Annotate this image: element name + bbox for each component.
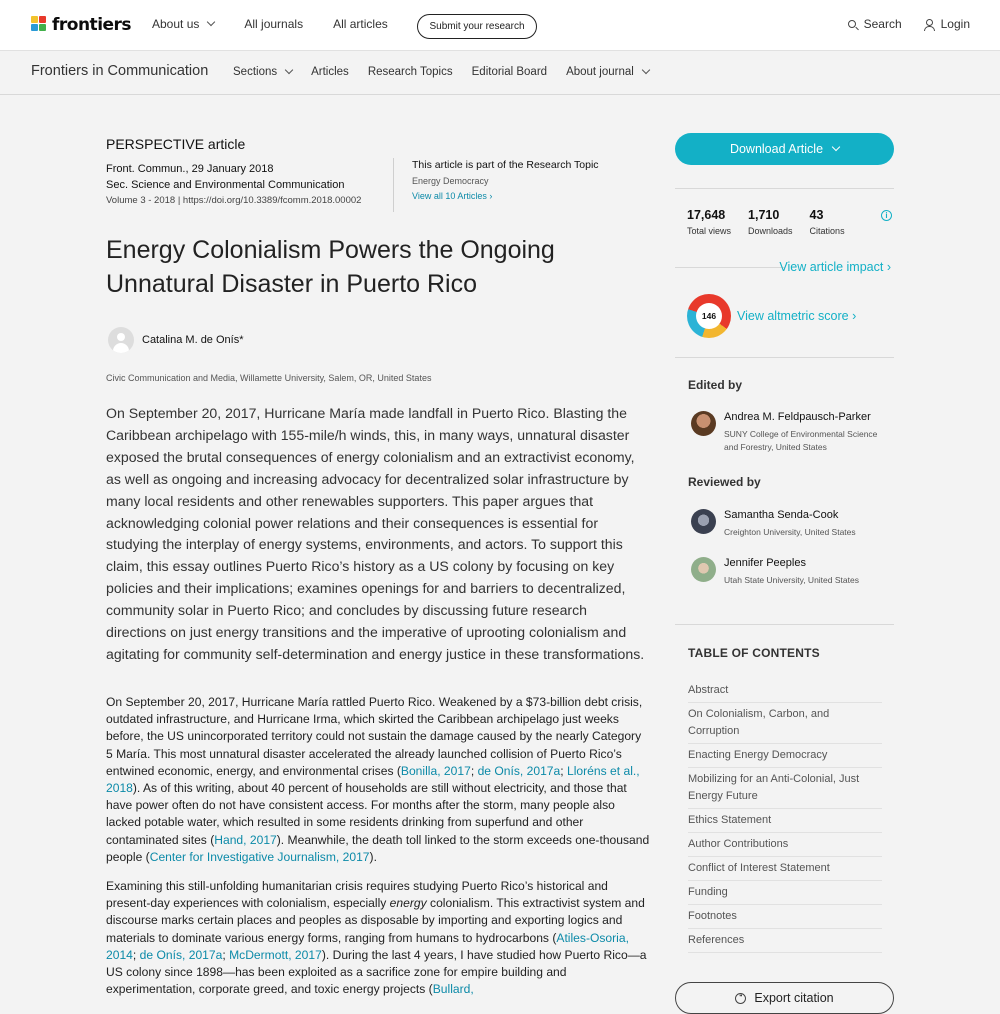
stat-value: 17,648 [687, 208, 726, 222]
author[interactable] [108, 327, 244, 353]
toc-item[interactable]: Mobilizing for an Anti-Colonial, Just Energy Future [688, 768, 882, 809]
article-meta [106, 161, 361, 209]
nav-all-articles[interactable] [333, 17, 388, 31]
toc-item[interactable]: Enacting Energy Democracy [688, 744, 882, 768]
nav-label: About journal [566, 66, 634, 78]
journal-nav-sections[interactable] [233, 66, 292, 78]
user-icon [924, 19, 934, 30]
text-run: ). During the last 4 years, I have studied how Puerto Rico—a US colony since 1898—has been exploited as a sacrifice zone for empire building and experimentation, corporate greed, and toxic energy projects ( [106, 947, 647, 997]
article-type: PERSPECTIVE article [106, 136, 246, 152]
journal-nav [233, 66, 668, 78]
person-name: Jennifer Peeples [724, 557, 806, 569]
download-article-button[interactable] [675, 133, 894, 165]
altmetric-donut-icon [687, 294, 731, 338]
search-button[interactable] [848, 17, 902, 31]
divider [675, 357, 894, 358]
chevron-down-icon [207, 18, 215, 26]
volume-doi-line[interactable]: Volume 3 - 2018 | https://doi.org/10.3389/fcomm.2018.00002 [106, 195, 362, 206]
logo-text: frontiers [52, 15, 132, 35]
text-run: ; [132, 947, 140, 962]
toc-item[interactable]: Funding [688, 881, 882, 905]
toc-heading: TABLE OF CONTENTS [688, 646, 820, 660]
person-affiliation: Creighton University, United States [724, 527, 856, 537]
citation-link[interactable]: Bullard, [432, 982, 474, 997]
stat-downloads [748, 208, 793, 236]
article-title: Energy Colonialism Powers the Ongoing Unnatural Disaster in Puerto Rico [106, 236, 555, 298]
stat-label: Total views [687, 226, 732, 236]
text-run: colonialism. This extractivist system and discourse marks certain places and peoples as disposable by importing and exporting logics and materials to dominate various energy forms, ranging from humans to hydrocarbons ( [106, 896, 645, 945]
person-affiliation: SUNY College of Environmental Science and Forestry, United States [724, 429, 878, 452]
login-button[interactable] [924, 17, 970, 31]
toc-item[interactable]: References [688, 929, 882, 953]
editor-avatar [691, 411, 716, 436]
view-altmetric-link[interactable] [737, 309, 856, 323]
journal-nav-research-topics[interactable] [368, 66, 453, 78]
submit-research-button[interactable]: Submit your research [417, 14, 537, 39]
article-stats [687, 208, 862, 236]
text-run: ; [222, 947, 230, 962]
reviewer-avatar [691, 557, 716, 582]
journal-nav-articles[interactable] [311, 66, 349, 78]
text-run: ). Meanwhile, the death toll linked to the storm exceeds one-thousand people ( [106, 832, 650, 864]
nav-label: All articles [333, 17, 388, 31]
text-run: ). As of this writing, about 40 percent of households are still without electricity, and those that have power often do not have consistent access. For months after the storm, many people also lacked potable water, which resulted in some residents drinking from superfund and other contaminated sites ( [106, 781, 627, 847]
chevron-right-icon: › [852, 309, 857, 323]
meta-divider [393, 158, 394, 212]
stat-citations [810, 208, 845, 236]
toc-item[interactable]: Ethics Statement [688, 809, 882, 833]
reviewer-card[interactable] [691, 509, 856, 539]
avatar-placeholder-icon [108, 327, 134, 353]
citation-link[interactable]: Atiles-Osoria, 2014 [106, 930, 629, 962]
abstract-text: On September 20, 2017, Hurricane María made landfall in Puerto Rico. Blasting the Caribbean archipelago with 155-mile/h winds, this, in many ways, unnatural disaster exposed the brutal consequences of energy colonialism and an extractivist economy, as well as ongoing and increasing advocacy for decentralized solar infrastructure by many local residents and other renewables supporters. This paper argues that acknowledging colonial power relations and their consequences is essential for studying the interplay of energy systems, environments, and actors. To support this claim, this essay outlines Puerto Rico’s history as a US colony by focusing on key policies and their implications; examines openings for and barriers to decentralized, community solar in Puerto Rico; and concludes by discussing future research directions on just energy transitions and the imperative of uprooting colonialism and agitating for community self-determination and energy justice in these transformations. [106, 405, 645, 662]
view-all-articles-link[interactable] [412, 191, 599, 201]
citation-link[interactable]: Lloréns et al., 2018 [106, 763, 640, 796]
text-run: ; [470, 763, 478, 778]
search-icon [848, 20, 856, 28]
export-citation-button[interactable] [675, 982, 894, 1014]
citation-link[interactable]: Center for Investigative Journalism, 2017 [149, 849, 370, 864]
person-affiliation: Utah State University, United States [724, 575, 859, 585]
frontiers-logo[interactable] [31, 15, 131, 35]
journal-bar [0, 51, 1000, 95]
link-label: View altmetric score [737, 309, 849, 323]
body-paragraph [106, 694, 651, 866]
author-name: Catalina M. de Onís* [142, 334, 244, 346]
chevron-right-icon: › [489, 191, 493, 201]
text-run: ). [369, 849, 377, 864]
emphasis: energy [389, 896, 427, 911]
chevron-down-icon [832, 143, 840, 151]
citation-link[interactable]: de Onís, 2017a [139, 947, 223, 962]
text-run: ; [560, 763, 567, 778]
person-name: Andrea M. Feldpausch-Parker [724, 411, 871, 423]
journal-nav-editorial-board[interactable] [472, 66, 547, 78]
stat-total-views [687, 208, 731, 236]
search-label: Search [863, 17, 902, 31]
stat-label: Citations [809, 226, 845, 236]
research-topic-name[interactable]: Energy Democracy [412, 176, 489, 186]
toc-item[interactable]: On Colonialism, Carbon, and Corruption [688, 703, 882, 744]
view-article-impact-link[interactable] [779, 260, 891, 274]
table-of-contents [688, 679, 882, 953]
chevron-right-icon: › [886, 260, 891, 274]
toc-item[interactable]: Author Contributions [688, 833, 882, 857]
citation-link[interactable]: McDermott, 2017 [229, 947, 322, 962]
journal-name[interactable]: Frontiers in Communication [31, 63, 209, 79]
quote-icon: ❞ [735, 993, 746, 1004]
nav-label: Sections [233, 66, 278, 78]
info-icon[interactable]: i [881, 210, 892, 221]
toc-item[interactable]: Abstract [688, 679, 882, 703]
altmetric-widget[interactable] [687, 294, 856, 338]
toc-item[interactable]: Footnotes [688, 905, 882, 929]
link-label: View article impact [779, 260, 884, 274]
reviewed-by-heading: Reviewed by [688, 475, 761, 489]
nav-label: Research Topics [367, 66, 453, 78]
nav-label: Articles [311, 66, 349, 78]
section-line[interactable]: Sec. Science and Environmental Communication [106, 179, 345, 191]
editor-card[interactable] [691, 411, 884, 454]
nav-label: About us [152, 17, 200, 31]
nav-label: Editorial Board [471, 66, 548, 78]
citation-link[interactable]: Hand, 2017 [214, 832, 277, 847]
stat-value: 43 [809, 208, 824, 222]
nav-about-us[interactable] [152, 17, 214, 31]
citation-line: Front. Commun., 29 January 2018 [106, 163, 274, 175]
reviewer-card[interactable] [691, 557, 859, 587]
divider [675, 267, 785, 268]
body-paragraph [106, 878, 651, 998]
nav-label: All journals [244, 17, 304, 31]
citation-link[interactable]: de Onís, 2017a [477, 763, 561, 778]
divider [675, 624, 894, 625]
link-label: View all 10 Articles [412, 191, 487, 201]
research-topic-box [412, 159, 599, 201]
toc-item[interactable]: Conflict of Interest Statement [688, 857, 882, 881]
person-name: Samantha Senda-Cook [724, 509, 839, 521]
nav-all-journals[interactable] [244, 17, 303, 31]
header-actions [826, 17, 970, 31]
stat-label: Downloads [748, 226, 793, 236]
chevron-down-icon [642, 66, 650, 74]
reviewer-avatar [691, 509, 716, 534]
citation-link[interactable]: Bonilla, 2017 [400, 763, 471, 778]
frontiers-logo-icon [31, 16, 47, 34]
button-label: Export citation [754, 991, 834, 1005]
button-label: Download Article [729, 142, 824, 156]
altmetric-score: 146 [696, 303, 722, 329]
edited-by-heading: Edited by [688, 378, 743, 392]
login-label: Login [940, 17, 970, 31]
divider [675, 188, 894, 189]
text-run: On September 20, 2017, Hurricane María rattled Puerto Rico. Weakened by a $73-billion debt crisis, outdated infrastructure, and Hurricane Irma, which skirted the Caribbean archipelago just weeks before, the US unincorporated territory could not sustain the damage caused by the nearly Category 5 María. This most unnatural disaster accelerated the already launched collision of Puerto Rico’s entwined economic, energy, and environmental crises ( [106, 695, 643, 778]
chevron-down-icon [285, 66, 293, 74]
top-header [0, 0, 1000, 51]
text-run: Examining this still-unfolding humanitarian crisis requires studying Puerto Rico’s historical and present-day experiences with colonialism, especially [106, 879, 608, 911]
journal-nav-about-journal[interactable] [566, 66, 649, 78]
research-topic-intro: This article is part of the Research Topic [412, 159, 599, 171]
main-nav [152, 17, 418, 31]
stat-value: 1,710 [748, 208, 780, 222]
author-affiliation: Civic Communication and Media, Willamette University, Salem, OR, United States [106, 373, 432, 383]
